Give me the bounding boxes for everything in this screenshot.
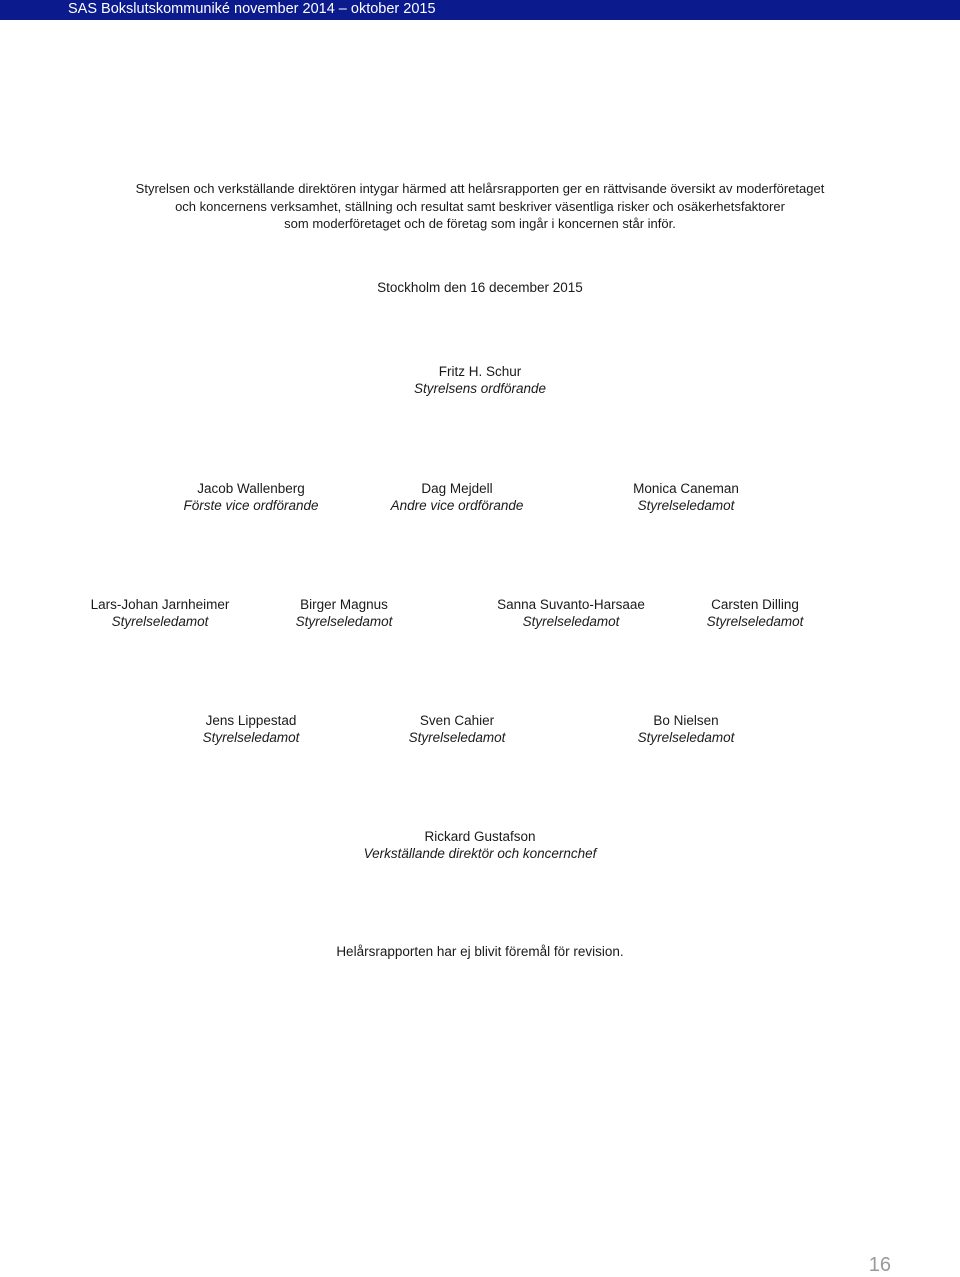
signature-block (296, 596, 393, 630)
signature-block (91, 596, 230, 630)
signature-block (638, 712, 735, 746)
signature-block (203, 712, 300, 746)
signatory-role: Förste vice ordförande (183, 498, 319, 513)
board-statement (0, 180, 960, 233)
statement-line: Styrelsen och verkställande direktören intygar härmed att helårsrapporten ger en rättvisande översikt av moderföretaget (135, 181, 825, 196)
signatory-name: Jacob Wallenberg (197, 481, 305, 496)
signatory-role: Verkställande direktör och koncernchef (363, 846, 597, 861)
signature-block (183, 480, 318, 514)
signatory-role: Styrelseledamot (637, 730, 735, 745)
signatory-role: Styrelseledamot (522, 614, 620, 629)
signatory-role: Styrelseledamot (111, 614, 209, 629)
signatory-name: Bo Nielsen (653, 713, 719, 728)
signature-block (391, 480, 524, 514)
signature-block (707, 596, 804, 630)
header-bar (0, 0, 960, 20)
audit-note: Helårsrapporten har ej blivit föremål för revision. (336, 944, 624, 959)
signatory-role: Andre vice ordförande (390, 498, 524, 513)
signatory-name: Fritz H. Schur (438, 364, 522, 379)
signatory-name: Dag Mejdell (421, 481, 493, 496)
place-date: Stockholm den 16 december 2015 (377, 280, 583, 295)
signatory-name: Birger Magnus (300, 597, 388, 612)
signatory-name: Sven Cahier (419, 713, 495, 728)
signatory-role: Styrelseledamot (706, 614, 804, 629)
signatory-name: Jens Lippestad (205, 713, 297, 728)
page-number: 16 (868, 1254, 891, 1276)
signature-chair (414, 363, 546, 397)
signatory-role: Styrelsens ordförande (413, 381, 547, 396)
signatory-role: Styrelseledamot (637, 498, 735, 513)
signatory-role: Styrelseledamot (202, 730, 300, 745)
signatory-role: Styrelseledamot (295, 614, 393, 629)
signatory-role: Styrelseledamot (408, 730, 506, 745)
signatory-name: Rickard Gustafson (424, 829, 536, 844)
signature-ceo (364, 828, 597, 862)
statement-line: och koncernens verksamhet, ställning och resultat samt beskriver väsentliga risker och osäkerhetsfaktorer (175, 198, 785, 214)
signature-block (497, 596, 645, 630)
document-title: SAS Bokslutskommuniké november 2014 – oktober 2015 (68, 1, 436, 17)
signatory-name: Carsten Dilling (711, 597, 799, 612)
statement-line: som moderföretaget och de företag som ingår i koncernen står inför. (284, 216, 676, 231)
signature-block (409, 712, 506, 746)
signatory-name: Sanna Suvanto-Harsaae (497, 597, 645, 612)
signatory-name: Lars-Johan Jarnheimer (90, 597, 230, 612)
signature-block (633, 480, 739, 514)
signatory-name: Monica Caneman (633, 481, 739, 496)
